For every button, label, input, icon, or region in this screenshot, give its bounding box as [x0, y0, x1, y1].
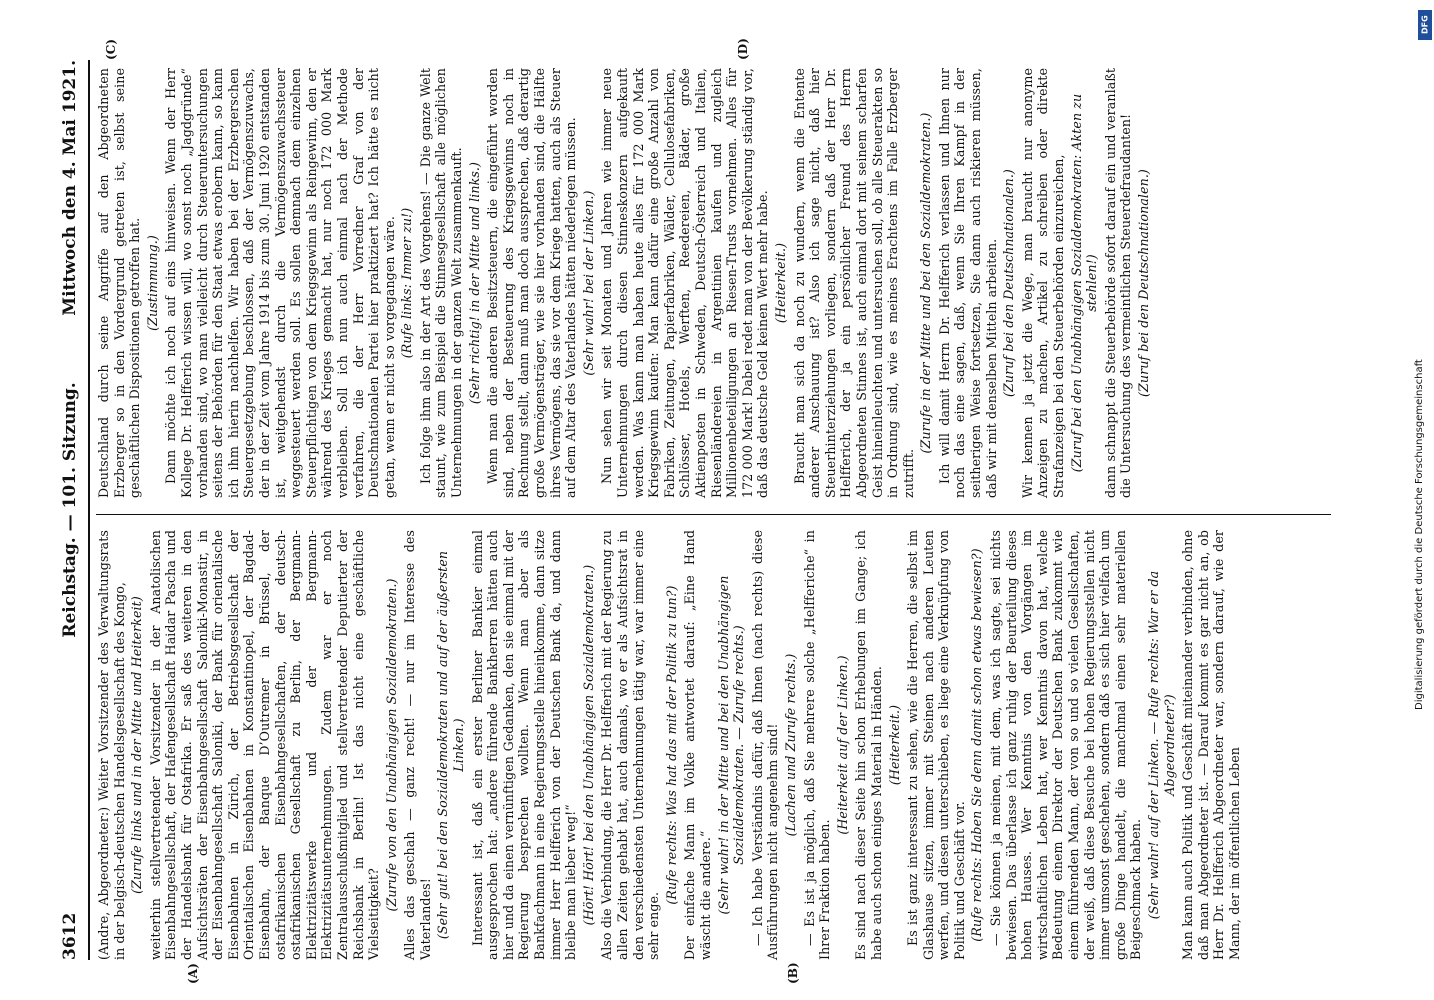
paragraph: Braucht man sich da noch zu wundern, wenn die Entente anderer Anschauung ist? Also ich sage nicht, daß hier Steuerhinterziehungen vorliegen, sondern daß der Herr Dr. Helfferich, der ja ein persönlicher Freund des Herrn Abgeordneten Stinnes ist, auch einmal dort mit seinem scharfen Geist hineinleuchten und untersuchen soll, ob alle Steuerakten so in Ordnung sind, wie es meines Erachtens im Falle Erzberger zutrifft. [791, 68, 916, 498]
paragraph: Es sind nach dieser Seite hin schon Erhebungen im Gange; ich habe auch schon einiges Material in Händen. [853, 530, 884, 960]
interjection: (Sehr wahr! in der Mitte und bei den Unabhängigen Sozialdemokraten. — Zurufe rechts.) [715, 575, 747, 915]
interjection: (Zurufe von den Unabhängigen Sozialdemokraten.) [383, 578, 399, 912]
interjection: (Sehr gut! bei den Sozialdemokraten und auf der äußersten Linken.) [435, 550, 467, 940]
rotated-page [50, 37, 1350, 984]
session-date: Mittwoch den 4. Mai 1921. [60, 60, 80, 316]
interjection: (Zuruf bei den Deutschnationalen.) [1136, 169, 1151, 397]
interjection: (Sehr wahr! bei der Linken.) [580, 190, 596, 376]
column-divider [96, 514, 1331, 515]
interjection: (Zurufe in der Mitte und bei den Sozialdemokraten.) [918, 112, 934, 454]
paragraph: Ich will damit Herrn Dr. Helfferich verlassen und Ihnen nur noch das eine sagen, daß, wenn Sie Ihren Kampf in der seitherigen Weise fortsetzen, Sie dann auch riskieren müssen, daß wir mit denselben Mitteln arbeiten. [936, 68, 999, 498]
interjection: (Heiterkeit.) [886, 704, 902, 786]
paragraph: Dann möchte ich noch auf eins hinweisen. Wenn der Herr Kollege Dr. Helfferich wissen will, wo sonst noch „Jagdgründe“ vorhanden sind, wo man vielleicht durch Steueruntersuchungen seitens der Behörden für den Staat etwas erobern kann, so kann ich ihm hierin nachhelfen. Wir haben bei der Erzbergerschen Steuergesetzgebung beschlossen, daß der Vermögenszuwachs, der in der Zeit vom Jahre 1914 bis zum 30. Juni 1920 entstanden ist, weitgehendst durch die Vermögenszuwachssteuer weggesteuert werden soll. Es sollen demnach dem einzelnen Steuerpflichtigen von dem Kriegsgewinn als Reingewinn, den er während des Krieges gemacht hat, nur noch 172 000 Mark verbleiben. Soll ich nun auch einmal nach der Methode verfahren, die der Herr Vorredner Graf von der Deutschnationalen Partei hier praktiziert hat? Ich hätte es nicht getan, wenn er nicht so vorgegangen wäre. [163, 68, 397, 498]
paragraph: Deutschland durch seine Angriffe auf den Abgeordneten Erzberger so in den Vordergrund getreten ist, selbst seine geschäftlichen Dispositionen getroffen hat. [96, 68, 143, 498]
digitization-footer [1410, 10, 1430, 710]
paragraph: (Andre, Abgeordneter:) Weiter Vorsitzender des Verwaltungsrats in der belgisch-deutschen Handelsgesellschaft des Kongo, [96, 530, 127, 960]
page-number: 3612 [60, 912, 80, 960]
interjection: (Rufe rechts: Was hat das mit der Politik zu tun?) [663, 585, 679, 905]
paragraph: Ich folge ihm also in der Art des Vorgehens! — Die ganze Welt staunt, wie zum Beispiel die Stinnesgesellschaft alle möglichen Unternehmungen in der ganzen Welt zusammenkauft. [417, 68, 465, 498]
interjection: (Zuruf bei den Deutschnationalen.) [1001, 169, 1017, 397]
interjection: (Sehr richtig! in der Mitte und links.) [466, 161, 482, 405]
paragraph: — Ich habe Verständnis dafür, daß Ihnen (nach rechts) diese Ausführungen nicht angenehm sind! [749, 530, 781, 960]
dfg-logo: DFG [1418, 10, 1432, 40]
page-title: Reichstag. — 101. Sitzung. [60, 382, 80, 638]
paragraph: Es ist ganz interessant zu sehen, wie die Herren, die selbst im Glashause sitzen, immer mit Steinen nach anderen Leuten werfen, und diesen unterschieben, es liege eine Verknüpfung von Politik und Geschäft vor. [905, 530, 967, 960]
interjection: (Zuruf bei den Unabhängigen Sozialdemokraten: Akten zu stehlen!) [1068, 93, 1100, 473]
paragraph: Alles das geschah — ganz recht! — nur im Interesse des Vaterlandes! [402, 530, 433, 960]
paragraph: Nun sehen wir seit Monaten und Jahren wie immer neue Unternehmungen durch diesen Stinneskonzern aufgekauft werden. Was kann man haben heute alles für 172 000 Mark Kriegsgewinn kaufen: Man kann dafür eine große Anzahl von Fabriken, Zeitungen, Papierfabriken, Wälder, Cellulosefabriken, Schlösser, Hotels, Werften, Reedereien, Bäder, große Aktienposten in Schweden, Deutsch-Österreich und Italien, Riesenländereien in Argentinien kaufen und zugleich Millionenbeteiligungen an Riesen-Trusts vornehmen. Alles für 172 000 Mark! Dabei redet man von der Bevölkerung ständig vor, daß das deutsche Geld keinen Wert mehr habe. [599, 68, 771, 498]
interjection: (Zurufe links und in der Mitte und Heiterkeit) [129, 596, 145, 894]
paragraph: weiterhin stellvertretender Vorsitzender in der Anatolischen Eisenbahngesellschaft, der Hafengesellschaft Haidar Pascha und der Handelsbank für Ostafrika. Er saß des weiteren in den Aufsichtsräten der Eisenbahngesellschaft Saloniki-Monastir, in der Eisenbahngesellschaft Saloniki, der Bank für orientalische Eisenbahnen in Zürich, der Betriebsgesellschaft der Orientalischen Eisenbahnen in Konstantinopel, der Bagdad-Eisenbahn, der Banque D’Outremer in Brüssel, der ostafrikanischen Eisenbahngesellschaften, der deutsch-ostafrikanischen Gesellschaft zu Berlin, der Bergmann-Elektrizitätswerke und der Bergmann-Elektrizitätsunternehmungen. Zudem war er noch Zentralausschußmitglied und stellvertretender Deputierter der Reichsbank in Berlin! Ist das nicht eine geschäftliche Vielseitigkeit? [147, 530, 382, 960]
interjection: (Zustimmung.) [144, 235, 160, 331]
interjection: (Sehr wahr! auf der Linken. — Rufe rechts: War er da Abgeordneter?) [1146, 570, 1177, 920]
interjection: (Heiterkeit auf der Linken.) [834, 655, 850, 835]
paragraph: Interessant ist, daß ein erster Berliner Bankier einmal ausgesprochen hat: „andere führende Bankherren hätten auch hier und da einen vernünftigen Gedanken, den sie einmal mit der Regierung besprechen wollten. Wenn man aber als Bankfachmann in eine Regierungsstelle hineinkomme, dann sitze immer Herr Helfferich von der Deutschen Bank da, und dann bleibe man lieber weg!“ [469, 530, 579, 960]
paragraph: Wir kennen ja jetzt die Wege, man braucht nur anonyme Anzeigen zu machen, Artikel zu schreiben oder direkte Strafanzeigen bei den Steuerbehörden einzureichen, [1019, 68, 1067, 498]
header-rule [88, 60, 90, 960]
paragraph: — Sie können ja meinen, mit dem, was ich sagte, sei nichts bewiesen. Das überlasse ich ganz ruhig der Beurteilung dieses hohen Hauses. Wer Kenntnis von den Vorgängen im wirtschaftlichen Leben hat, wer Kenntnis davon hat, welche Bedeutung einem Direktor der Deutschen Bank zukommt wie einem führenden Mann, der von so und so vielen Gesellschaften, der weiß, daß diese Besuche bei hohen Regierungsstellen nicht immer umsonst geschehen, sondern daß es sich hier vielfach um große Dinge handelt, die manchmal einen sehr materiellen Beigeschmack haben. [988, 530, 1144, 960]
paragraph: dann schnappt die Steuerbehörde sofort darauf ein und veranlaßt die Untersuchung des vermeintlichen Steuerdefraudanten! [1102, 68, 1134, 498]
margin-mark-b: (B) [786, 962, 800, 984]
right-column [96, 37, 1331, 498]
page-header [60, 60, 84, 960]
interjection: (Hört! Hört! bei den Unabhängigen Sozialdemokraten.) [580, 564, 596, 926]
paragraph: — Es ist ja möglich, daß Sie mehrere solche „Helfferiche“ in Ihrer Fraktion haben. [801, 530, 833, 960]
margin-mark-c: (C) [104, 38, 118, 60]
paragraph: Also die Verbindung, die Herr Dr. Helfferich mit der Regierung zu allen Zeiten gehabt hat, auch damals, wo er als Aufsichtsrat in den verschiedensten Unternehmungen tätig war, war immer eine sehr enge. [599, 530, 662, 960]
interjection: (Rufe links: Immer zu!) [399, 207, 415, 359]
interjection: (Lachen und Zurufe rechts.) [782, 653, 798, 837]
interjection: (Heiterkeit.) [772, 242, 788, 324]
interjection: (Rufe rechts: Haben Sie denn damit schon etwas bewiesen?) [969, 548, 985, 942]
margin-mark-d: (D) [736, 37, 750, 60]
left-column [96, 530, 1331, 984]
margin-mark-a: (A) [186, 963, 200, 984]
digitization-note: Digitalisierung gefördert durch die Deutsche Forschungsgemeinschaft [1414, 359, 1425, 710]
paragraph: Wenn man die anderen Besitzsteuern, die eingeführt worden sind, neben der Besteuerung des Kriegsgewinns noch in Rechnung stellt, dann muß man doch aussprechen, daß derartig große Vermögensträger, wie sie hier vorhanden sind, die Hälfte ihres Vermögens, das sie vor dem Kriege hatten, auch als Steuer auf dem Altar des Vaterlandes hätten niederlegen müssen. [485, 68, 579, 498]
paragraph: Man kann auch Politik und Geschäft miteinander verbinden, ohne daß man Abgeordneter ist. — Darauf kommt es gar nicht an, ob Herr Dr. Helfferich Abgeordneter war, sondern darauf, wie der Mann, der im öffentlichen Leben [1180, 530, 1242, 960]
paragraph: Der einfache Mann im Volke antwortet darauf: „Eine Hand wäscht die andere.“ [682, 530, 713, 960]
